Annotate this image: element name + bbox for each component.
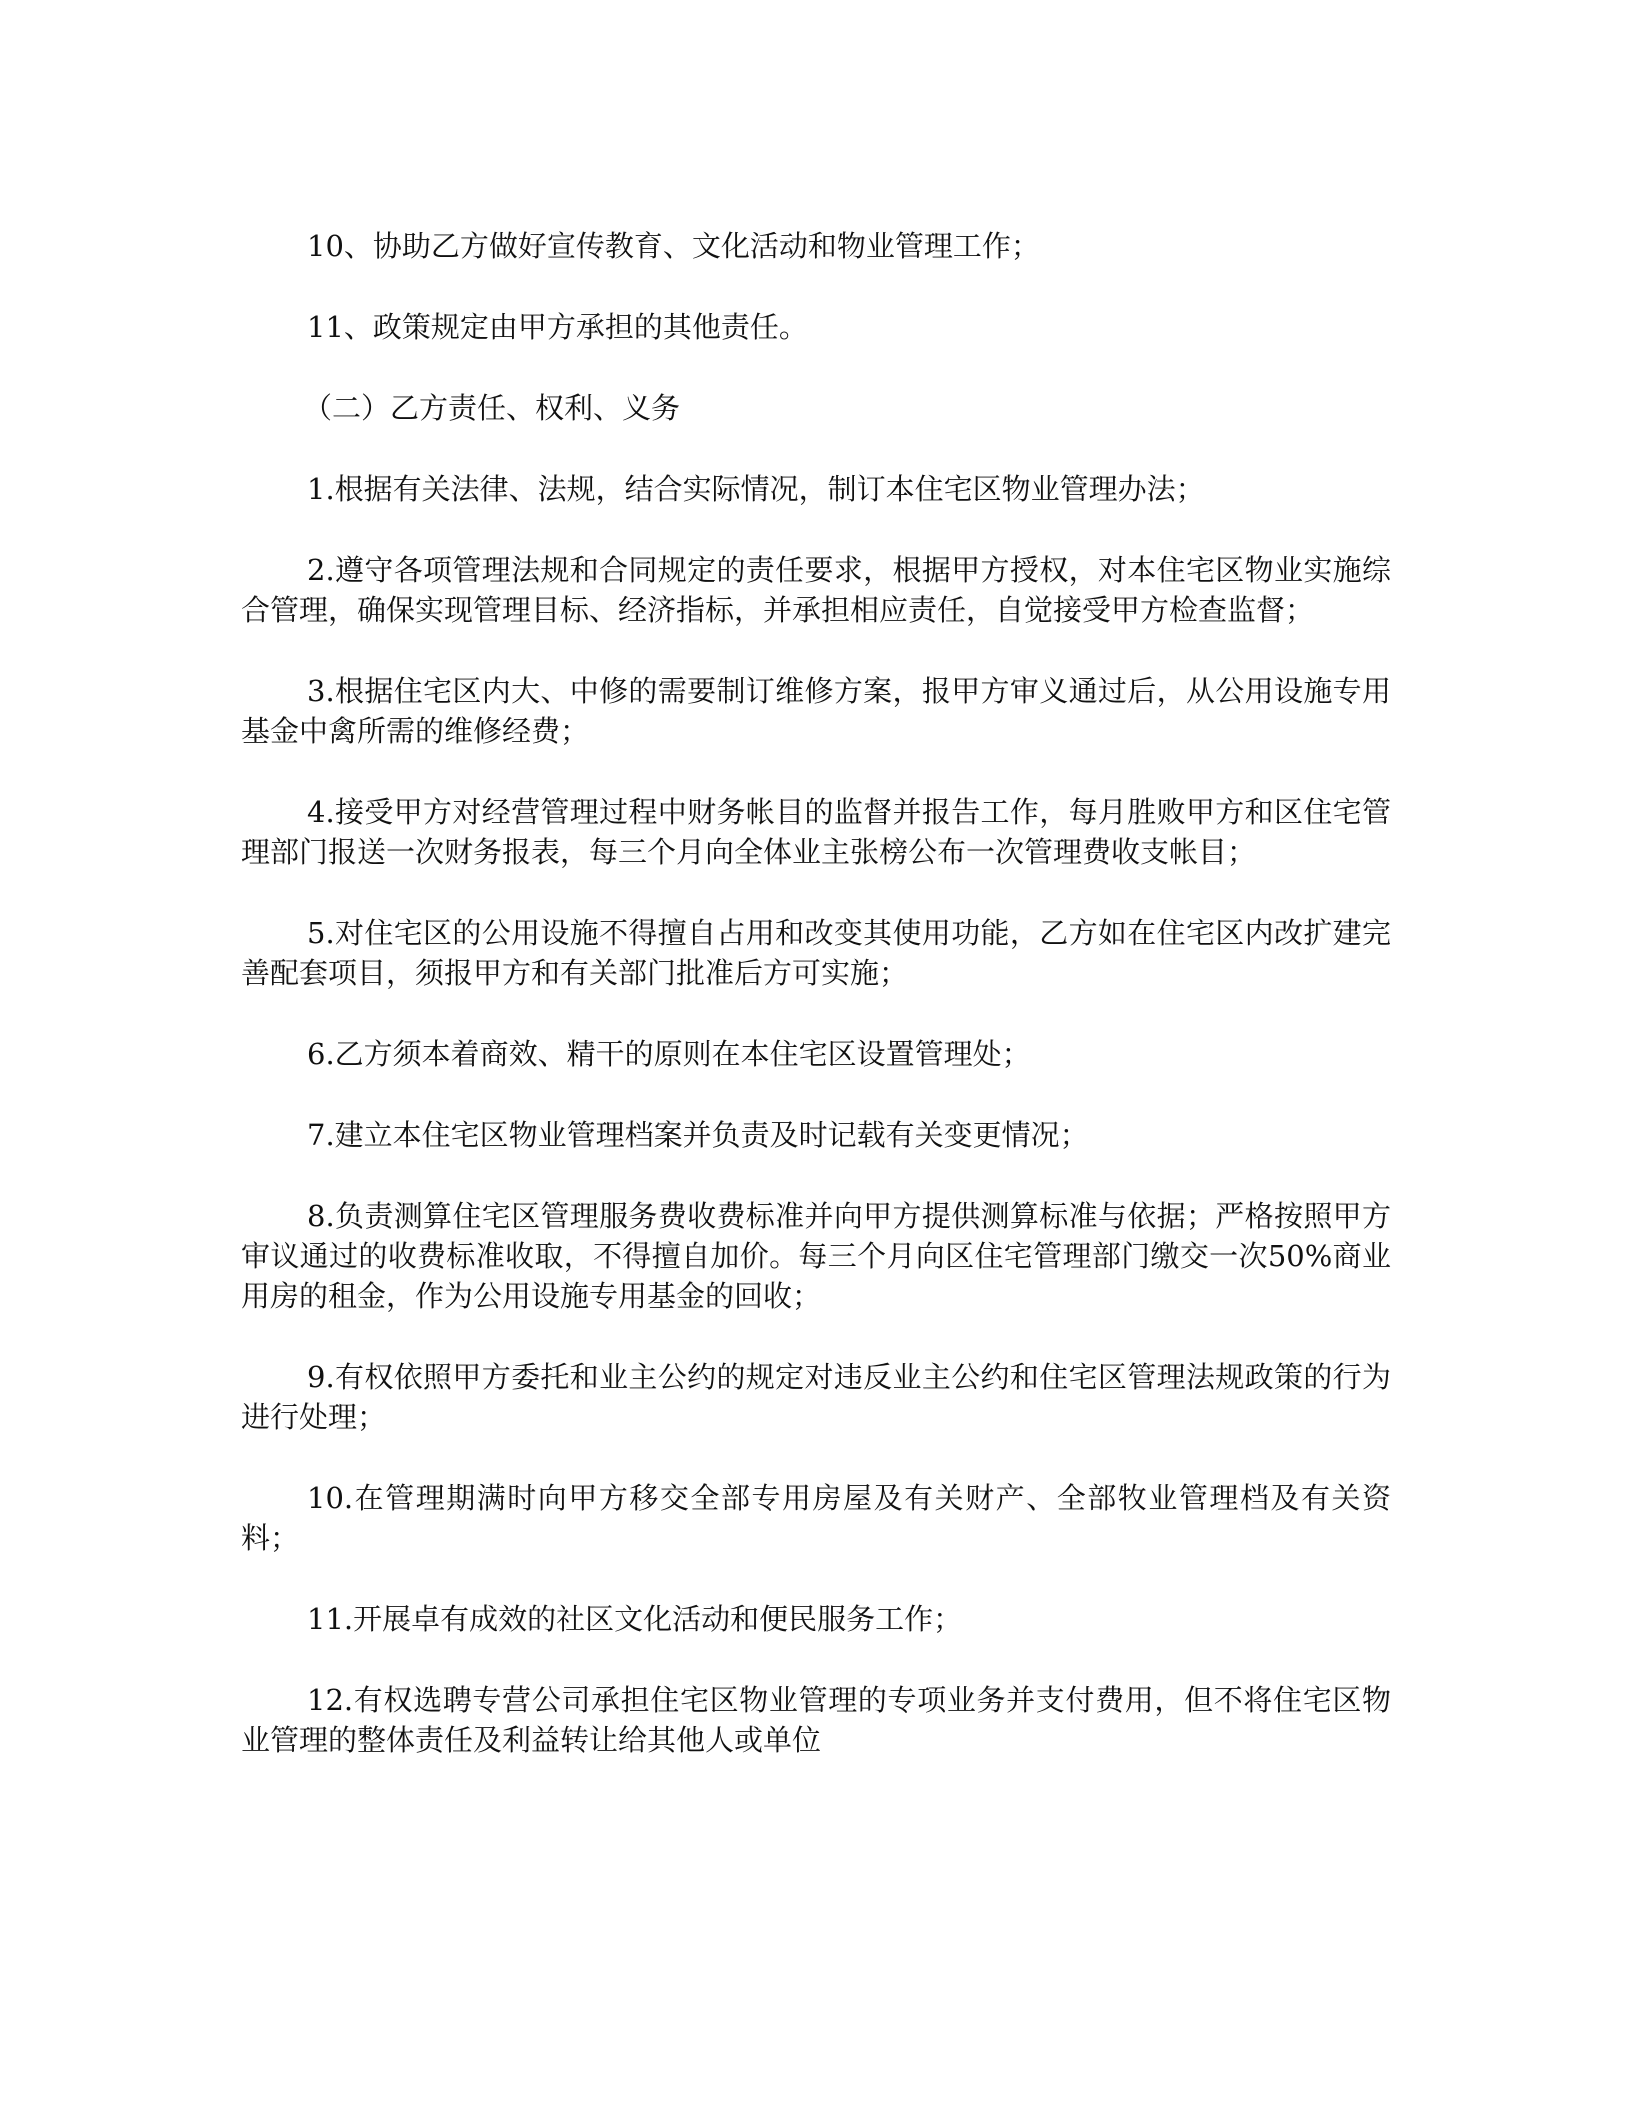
paragraph-b9: 9.有权依照甲方委托和业主公约的规定对违反业主公约和住宅区管理法规政策的行为进行处理；: [241, 1360, 1391, 1434]
paragraph-b4: 4.接受甲方对经营管理过程中财务帐目的监督并报告工作，每月胜败甲方和区住宅管理部门报送一次财务报表，每三个月向全体业主张榜公布一次管理费收支帐目；: [241, 795, 1391, 869]
paragraph-b6: 6.乙方须本着商效、精干的原则在本住宅区设置管理处；: [307, 1037, 1031, 1071]
paragraph-b12: 12.有权选聘专营公司承担住宅区物业管理的专项业务并支付费用，但不将住宅区物业管理的整体责任及利益转让给其他人或单位: [241, 1683, 1391, 1757]
paragraph-b3: 3.根据住宅区内大、中修的需要制订维修方案，报甲方审义通过后，从公用设施专用基金中禽所需的维修经费；: [241, 674, 1391, 748]
paragraph-a10: 10、协助乙方做好宣传教育、文化活动和物业管理工作；: [307, 229, 1040, 263]
paragraph-b11: 11.开展卓有成效的社区文化活动和便民服务工作；: [307, 1602, 963, 1636]
paragraph-b10: 10.在管理期满时向甲方移交全部专用房屋及有关财产、全部牧业管理档及有关资料；: [241, 1481, 1391, 1555]
paragraph-b2: 2.遵守各项管理法规和合同规定的责任要求，根据甲方授权，对本住宅区物业实施综合管理，确保实现管理目标、经济指标，并承担相应责任，自觉接受甲方检查监督；: [241, 553, 1391, 627]
section-heading-party-b: （二）乙方责任、权利、义务: [303, 391, 681, 425]
paragraph-b1: 1.根据有关法律、法规，结合实际情况，制订本住宅区物业管理办法；: [307, 472, 1205, 506]
paragraph-b8: 8.负责测算住宅区管理服务费收费标准并向甲方提供测算标准与依据；严格按照甲方审议通过的收费标准收取，不得擅自加价。每三个月向区住宅管理部门缴交一次50%商业用房的租金，作为公用设施专用基金的回收；: [241, 1199, 1391, 1313]
paragraph-b5: 5.对住宅区的公用设施不得擅自占用和改变其使用功能，乙方如在住宅区内改扩建完善配套项目，须报甲方和有关部门批准后方可实施；: [241, 916, 1391, 990]
paragraph-a11: 11、政策规定由甲方承担的其他责任。: [307, 310, 808, 344]
document-body: [241, 226, 1391, 1801]
paragraph-b7: 7.建立本住宅区物业管理档案并负责及时记载有关变更情况；: [307, 1118, 1089, 1152]
